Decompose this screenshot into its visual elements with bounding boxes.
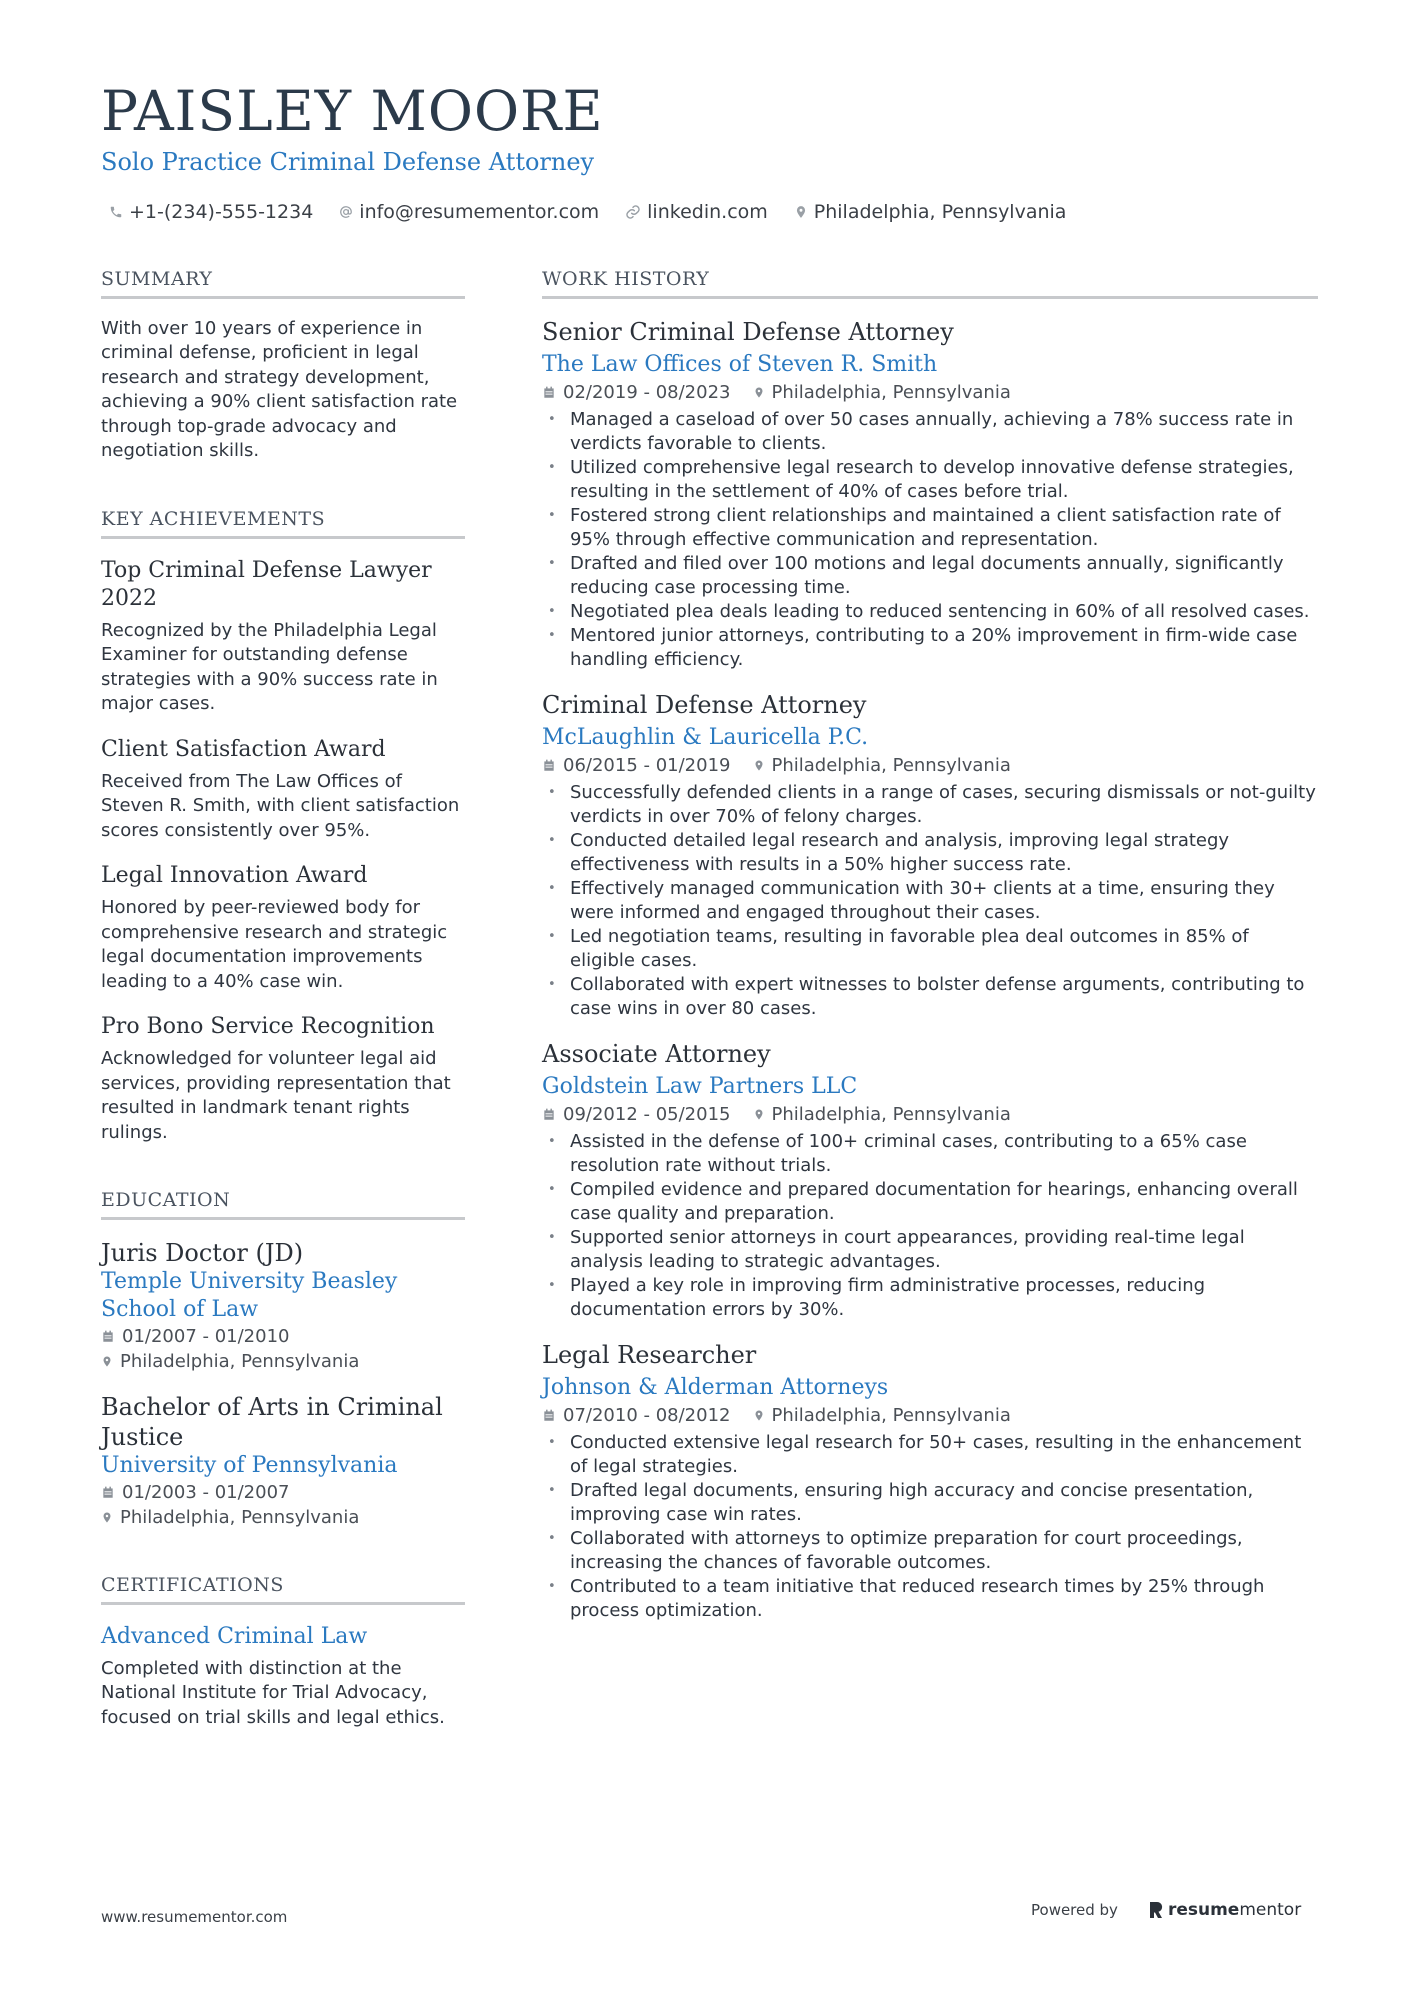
right-column (542, 268, 1318, 1641)
linkedin-text: linkedin.com (647, 201, 768, 223)
candidate-title: Solo Practice Criminal Defense Attorney (101, 148, 595, 176)
job-bullet: • Conducted detailed legal research and analysis, improving legal strategy effectiveness with results in a 50% higher success rate. (542, 829, 1318, 877)
certification-item (101, 1623, 465, 1731)
map-pin-icon (753, 1408, 765, 1423)
education-dates (101, 1324, 465, 1349)
job-dates: 09/2012 - 05/2015 (563, 1103, 731, 1125)
summary-text: With over 10 years of experience in criminal defense, proficient in legal research and strategy development, achieving a 90% client satisfaction rate through top-grade advocacy and negotiation skills. (101, 317, 458, 462)
job-location: Philadelphia, Pennsylvania (771, 754, 1011, 776)
job-dates: 07/2010 - 08/2012 (563, 1404, 731, 1426)
job-entry (542, 1039, 1318, 1322)
job-bullets (542, 781, 1318, 1021)
calendar-icon (542, 1107, 556, 1122)
footer-branding (1031, 1900, 1301, 1920)
job-bullet: • Drafted and filed over 100 motions and legal documents annually, significantly reducing case processing time. (542, 552, 1318, 600)
job-bullet: • Collaborated with attorneys to optimize preparation for court proceedings, increasing the chances of favorable outcomes. (542, 1527, 1318, 1575)
job-bullet: • Mentored junior attorneys, contributing to a 20% improvement in firm-wide case handling efficiency. (542, 624, 1318, 672)
job-dates: 02/2019 - 08/2023 (563, 381, 731, 403)
map-pin-icon (794, 204, 808, 220)
achievement-item (101, 557, 465, 717)
calendar-icon (542, 758, 556, 773)
job-meta (542, 1102, 1318, 1127)
map-pin-icon (753, 385, 765, 400)
education-location-text: Philadelphia, Pennsylvania (120, 1350, 360, 1372)
brand-logo[interactable] (1148, 1900, 1301, 1920)
brand-bold: resume (1167, 1900, 1240, 1920)
link-icon (625, 204, 641, 220)
education-school: Temple University Beasley School of Law (101, 1268, 398, 1322)
job-bullet: • Assisted in the defense of 100+ criminal cases, contributing to a 65% case resolution rate without trials. (542, 1130, 1318, 1178)
job-bullet: • Contributed to a team initiative that reduced research times by 25% through process optimization. (542, 1575, 1318, 1623)
map-pin-icon (753, 758, 765, 773)
job-bullet: • Supported senior attorneys in court appearances, providing real-time legal analysis leading to strategic advantages. (542, 1226, 1318, 1274)
calendar-icon (542, 385, 556, 400)
achievement-title: Top Criminal Defense Lawyer 2022 (101, 557, 432, 611)
achievements-heading: KEY ACHIEVEMENTS (101, 508, 465, 539)
left-column (101, 268, 465, 1730)
job-title: Associate Attorney (542, 1039, 771, 1068)
certification-text: Completed with distinction at the National Institute for Trial Advocacy, focused on trial skills and legal ethics. (101, 1657, 445, 1728)
education-location (101, 1505, 465, 1530)
education-dates-text: 01/2007 - 01/2010 (122, 1325, 290, 1347)
education-school: University of Pennsylvania (101, 1452, 398, 1478)
education-location (101, 1349, 465, 1374)
contact-bar (109, 201, 1092, 223)
certification-title: Advanced Criminal Law (101, 1623, 368, 1649)
job-meta (542, 380, 1318, 405)
email-text: info@resumementor.com (359, 201, 600, 223)
job-bullet: • Fostered strong client relationships and maintained a client satisfaction rate of 95% through effective communication and representation. (542, 504, 1318, 552)
education-item (101, 1238, 465, 1374)
achievement-text: Recognized by the Philadelphia Legal Examiner for outstanding defense strategies with a 90% success rate in major cases. (101, 619, 438, 715)
achievement-title: Legal Innovation Award (101, 863, 368, 889)
phone-text: +1-(234)-555-1234 (129, 201, 314, 223)
contact-location (794, 201, 1067, 223)
education-dates (101, 1480, 465, 1505)
job-bullet: • Conducted extensive legal research for 50+ cases, resulting in the enhancement of legal strategies. (542, 1431, 1318, 1479)
achievement-item (101, 862, 465, 994)
education-dates-text: 01/2003 - 01/2007 (122, 1481, 290, 1503)
education-location-text: Philadelphia, Pennsylvania (120, 1506, 360, 1528)
education-degree: Juris Doctor (JD) (101, 1238, 304, 1267)
calendar-icon (101, 1329, 115, 1344)
contact-linkedin[interactable] (625, 201, 768, 223)
job-bullets (542, 408, 1318, 672)
job-bullet: • Collaborated with expert witnesses to bolster defense arguments, contributing to case wins in over 80 cases. (542, 973, 1318, 1021)
certifications-heading: CERTIFICATIONS (101, 1574, 465, 1605)
footer-website[interactable]: www.resumementor.com (101, 1908, 288, 1926)
achievement-item (101, 736, 465, 844)
job-company: The Law Offices of Steven R. Smith (542, 351, 938, 377)
job-company: Goldstein Law Partners LLC (542, 1073, 858, 1099)
achievement-title: Client Satisfaction Award (101, 736, 386, 762)
job-meta (542, 753, 1318, 778)
at-icon (339, 205, 353, 219)
job-entry (542, 317, 1318, 672)
achievement-text: Received from The Law Offices of Steven R. Smith, with client satisfaction scores consistently over 95%. (101, 770, 460, 841)
contact-email[interactable] (339, 201, 599, 223)
calendar-icon (101, 1485, 115, 1500)
job-bullet: • Negotiated plea deals leading to reduced sentencing in 60% of all resolved cases. (542, 600, 1318, 624)
job-title: Legal Researcher (542, 1340, 757, 1369)
job-entry (542, 1340, 1318, 1623)
achievement-text: Acknowledged for volunteer legal aid services, providing representation that resulted in landmark tenant rights rulings. (101, 1048, 451, 1143)
location-text: Philadelphia, Pennsylvania (813, 201, 1067, 223)
resumementor-logo-icon (1148, 1900, 1164, 1920)
map-pin-icon (753, 1107, 765, 1122)
phone-icon (109, 205, 123, 219)
summary-heading: SUMMARY (101, 268, 465, 299)
map-pin-icon (101, 1354, 113, 1369)
job-bullets (542, 1431, 1318, 1623)
job-bullet: • Utilized comprehensive legal research to develop innovative defense strategies, resulting in the settlement of 40% of cases before trial. (542, 456, 1318, 504)
achievement-title: Pro Bono Service Recognition (101, 1014, 435, 1040)
job-location: Philadelphia, Pennsylvania (771, 1404, 1011, 1426)
job-bullet: • Compiled evidence and prepared documentation for hearings, enhancing overall case quality and preparation. (542, 1178, 1318, 1226)
job-bullets (542, 1130, 1318, 1322)
work-history-heading: WORK HISTORY (542, 268, 1318, 299)
achievement-text: Honored by peer-reviewed body for comprehensive research and strategic legal documentation improvements leading to a 40% case win. (101, 897, 448, 992)
job-location: Philadelphia, Pennsylvania (771, 1103, 1011, 1125)
powered-by-label: Powered by (1031, 1901, 1118, 1919)
brand-light: mentor (1239, 1900, 1302, 1920)
education-item (101, 1392, 465, 1530)
job-title: Criminal Defense Attorney (542, 690, 867, 719)
job-entry (542, 690, 1318, 1021)
job-location: Philadelphia, Pennsylvania (771, 381, 1011, 403)
job-company: Johnson & Alderman Attorneys (542, 1374, 889, 1400)
job-bullet: • Effectively managed communication with 30+ clients at a time, ensuring they were informed and engaged throughout their cases. (542, 877, 1318, 925)
education-degree: Bachelor of Arts in Criminal Justice (101, 1392, 443, 1451)
job-bullet: • Managed a caseload of over 50 cases annually, achieving a 78% success rate in verdicts favorable to clients. (542, 408, 1318, 456)
job-company: McLaughlin & Lauricella P.C. (542, 724, 869, 750)
job-meta (542, 1403, 1318, 1428)
job-dates: 06/2015 - 01/2019 (563, 754, 731, 776)
job-bullet: • Successfully defended clients in a range of cases, securing dismissals or not-guilty verdicts in over 70% of felony charges. (542, 781, 1318, 829)
calendar-icon (542, 1408, 556, 1423)
candidate-name: PAISLEY MOORE (101, 79, 604, 143)
job-title: Senior Criminal Defense Attorney (542, 317, 954, 346)
contact-phone[interactable] (109, 201, 313, 223)
achievement-item (101, 1013, 465, 1145)
job-bullet: • Played a key role in improving firm administrative processes, reducing documentation errors by 30%. (542, 1274, 1318, 1322)
education-heading: EDUCATION (101, 1189, 465, 1220)
job-bullet: • Drafted legal documents, ensuring high accuracy and concise presentation, improving case win rates. (542, 1479, 1318, 1527)
job-bullet: • Led negotiation teams, resulting in favorable plea deal outcomes in 85% of eligible cases. (542, 925, 1318, 973)
map-pin-icon (101, 1510, 113, 1525)
